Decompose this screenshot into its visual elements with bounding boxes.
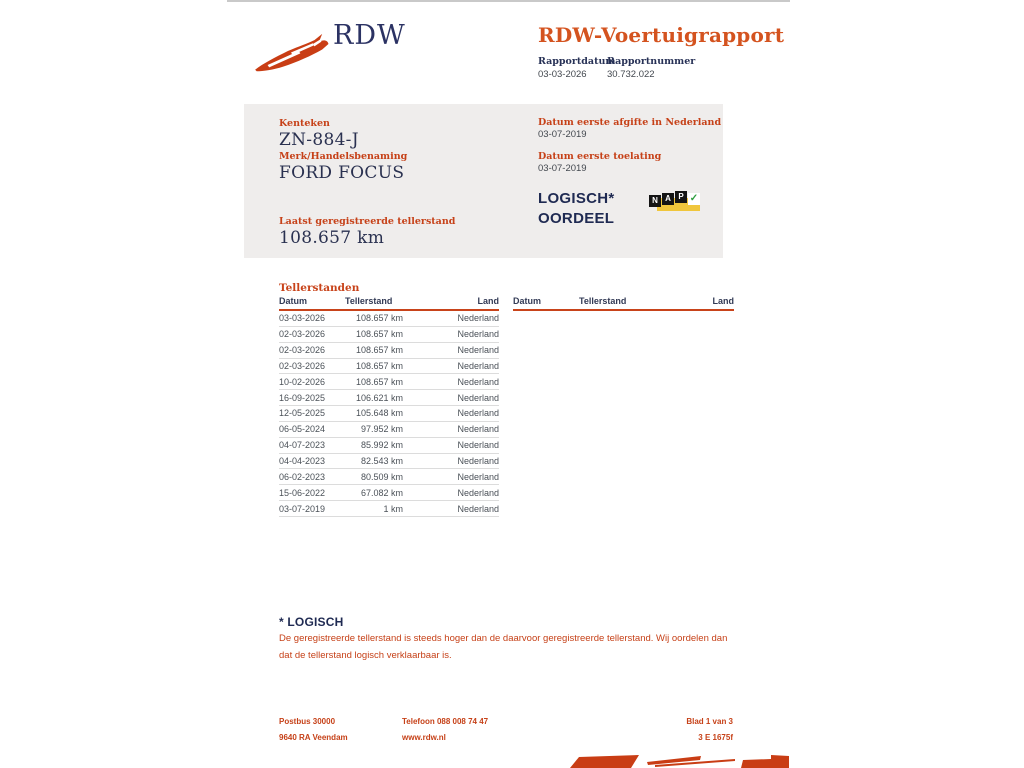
cell-datum: 02-03-2026 <box>279 345 326 356</box>
cell-tellerstand: 67.082 km <box>360 487 403 498</box>
cell-tellerstand: 108.657 km <box>355 345 403 356</box>
table-row <box>279 422 499 438</box>
cell-tellerstand: 108.657 km <box>355 329 403 340</box>
oordeel-line2: OORDEEL <box>538 210 615 227</box>
cell-land: Nederland <box>457 313 499 324</box>
laatste-tellerstand-value: 108.657 km <box>279 228 385 248</box>
cell-tellerstand: 85.992 km <box>360 440 403 451</box>
cell-tellerstand: 108.657 km <box>355 360 403 371</box>
report-date-label: Rapportdatum <box>538 56 616 67</box>
cell-datum: 04-07-2023 <box>279 440 326 451</box>
cell-land: Nederland <box>457 360 499 371</box>
cell-datum: 10-02-2026 <box>279 376 326 387</box>
table-row <box>279 327 499 343</box>
footer-address-line2: 9640 RA Veendam <box>279 733 348 742</box>
cell-datum: 15-06-2022 <box>279 487 326 498</box>
cell-tellerstand: 106.621 km <box>355 392 403 403</box>
kenteken-value: ZN-884-J <box>279 130 359 150</box>
nap-letter-p: P <box>675 191 687 203</box>
rdw-wing-icon <box>252 26 330 76</box>
cell-land: Nederland <box>457 503 499 514</box>
toelating-label: Datum eerste toelating <box>538 151 662 162</box>
table-body <box>279 311 499 517</box>
table-row <box>279 311 499 327</box>
nap-letter-n: N <box>649 195 661 207</box>
cell-tellerstand: 108.657 km <box>355 313 403 324</box>
tellerstanden-section-title: Tellerstanden <box>279 282 360 294</box>
cell-land: Nederland <box>457 424 499 435</box>
cell-datum: 06-02-2023 <box>279 471 326 482</box>
cell-tellerstand: 97.952 km <box>360 424 403 435</box>
cell-land: Nederland <box>457 376 499 387</box>
footer-address-line1: Postbus 30000 <box>279 717 336 726</box>
logisch-note-body: De geregistreerde tellerstand is steeds hoger dan de daarvoor geregistreerde tellerstand. Wij oordelen dan dat de tellerstand logisch verklaarbaar is. <box>279 633 728 661</box>
table-row <box>279 406 499 422</box>
table-row <box>279 343 499 359</box>
laatste-tellerstand-label: Laatst geregistreerde tellerstand <box>279 216 456 227</box>
table-row <box>279 438 499 454</box>
column-header-tellerstand: Tellerstand <box>579 296 627 306</box>
nap-letter-a: A <box>662 193 674 205</box>
cell-tellerstand: 1 km <box>383 503 403 514</box>
cell-datum: 12-05-2025 <box>279 408 326 419</box>
footer-page-indicator: Blad 1 van 3 <box>686 717 733 726</box>
column-header-land: Land <box>477 296 499 306</box>
cell-land: Nederland <box>457 440 499 451</box>
cell-datum: 16-09-2025 <box>279 392 326 403</box>
afgifte-value: 03-07-2019 <box>538 129 587 140</box>
report-page <box>227 0 790 768</box>
cell-datum: 03-03-2026 <box>279 313 326 324</box>
afgifte-label: Datum eerste afgifte in Nederland <box>538 117 722 128</box>
report-number-value: 30.732.022 <box>607 69 655 80</box>
column-header-tellerstand: Tellerstand <box>345 296 393 306</box>
report-number-label: Rapportnummer <box>607 56 696 67</box>
merk-label: Merk/Handelsbenaming <box>279 151 408 162</box>
cell-datum: 02-03-2026 <box>279 329 326 340</box>
kenteken-label: Kenteken <box>279 118 330 129</box>
oordeel-line1: LOGISCH* <box>538 190 615 207</box>
column-header-land: Land <box>712 296 734 306</box>
table-row <box>279 359 499 375</box>
page-top-divider <box>227 0 790 2</box>
cell-land: Nederland <box>457 329 499 340</box>
table-row <box>279 485 499 501</box>
logisch-note-title: * LOGISCH <box>279 615 344 629</box>
table-row <box>279 374 499 390</box>
table-header-row <box>279 296 499 311</box>
footer-website: www.rdw.nl <box>402 733 446 742</box>
table-row <box>279 390 499 406</box>
tellerstanden-table-right <box>513 296 734 311</box>
cell-land: Nederland <box>457 456 499 467</box>
footer-form-code: 3 E 1675f <box>698 733 733 742</box>
footer-logo-fragment <box>227 754 790 768</box>
cell-land: Nederland <box>457 408 499 419</box>
cell-datum: 04-04-2023 <box>279 456 326 467</box>
table-row <box>279 501 499 517</box>
cell-tellerstand: 80.509 km <box>360 471 403 482</box>
nap-logo <box>649 189 701 215</box>
vehicle-summary-panel <box>244 104 723 258</box>
cell-tellerstand: 108.657 km <box>355 376 403 387</box>
cell-land: Nederland <box>457 471 499 482</box>
column-header-datum: Datum <box>513 296 542 306</box>
tellerstanden-table-left <box>279 296 499 517</box>
cell-datum: 03-07-2019 <box>279 503 326 514</box>
report-date-value: 03-03-2026 <box>538 69 587 80</box>
cell-land: Nederland <box>457 392 499 403</box>
cell-tellerstand: 105.648 km <box>355 408 403 419</box>
rdw-wordmark: RDW <box>333 20 406 51</box>
table-row <box>279 454 499 470</box>
cell-land: Nederland <box>457 487 499 498</box>
document-title: RDW-Voertuigrapport <box>538 23 785 47</box>
oordeel-text <box>538 189 615 229</box>
column-header-datum: Datum <box>279 296 308 306</box>
cell-datum: 06-05-2024 <box>279 424 326 435</box>
toelating-value: 03-07-2019 <box>538 163 587 174</box>
table-row <box>279 469 499 485</box>
cell-datum: 02-03-2026 <box>279 360 326 371</box>
cell-tellerstand: 82.543 km <box>360 456 403 467</box>
footer-phone: Telefoon 088 008 74 47 <box>402 717 489 726</box>
merk-value: FORD FOCUS <box>279 163 405 183</box>
cell-land: Nederland <box>457 345 499 356</box>
table-header-row <box>513 296 734 311</box>
nap-check-icon: ✓ <box>689 193 699 204</box>
